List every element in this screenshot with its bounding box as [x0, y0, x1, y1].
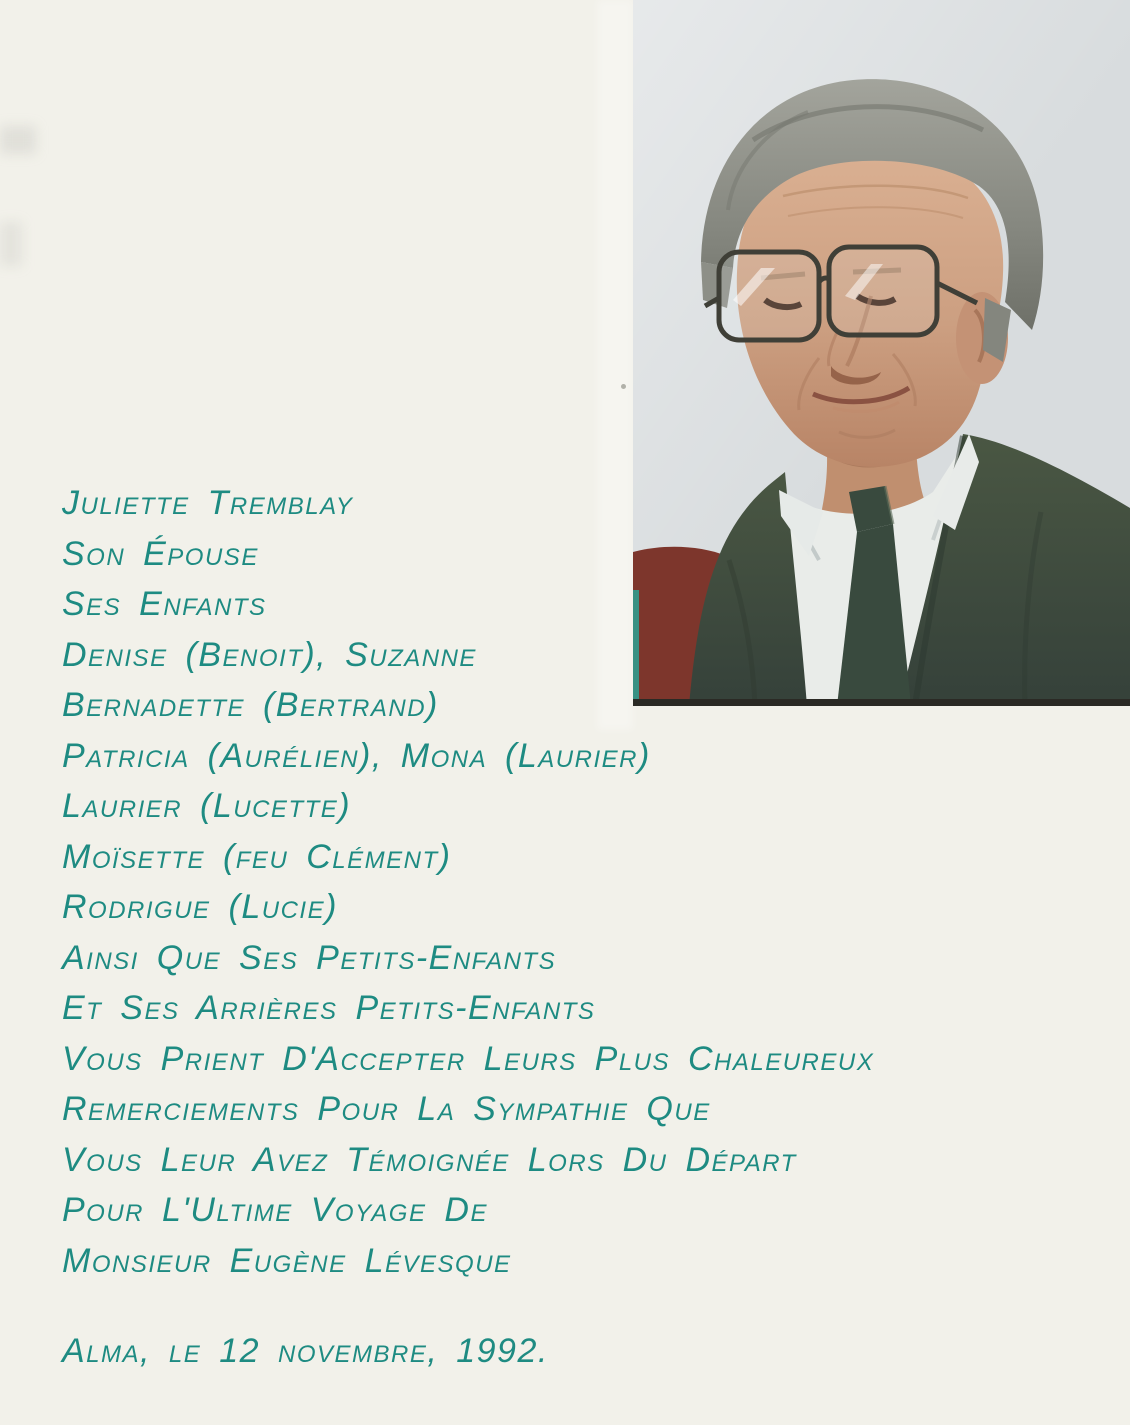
- acknowledgement-line: Denise (Benoit), Suzanne: [62, 635, 477, 674]
- acknowledgement-line: Monsieur Eugène Lévesque: [62, 1241, 512, 1280]
- acknowledgement-line: Ainsi Que Ses Petits-Enfants: [62, 938, 557, 977]
- acknowledgement-line: Laurier (Lucette): [62, 787, 352, 825]
- scan-streak: [0, 126, 36, 154]
- dateline: Alma, le 12 novembre, 1992.: [62, 1332, 549, 1370]
- acknowledgement-line: Bernadette (Bertrand): [62, 686, 439, 724]
- acknowledgement-line: Moïsette (feu Clément): [62, 837, 452, 876]
- acknowledgement-line: Et Ses Arrières Petits-Enfants: [62, 989, 596, 1027]
- acknowledgement-line: Son Épouse: [62, 534, 259, 573]
- acknowledgement-line: Rodrigue (Lucie): [62, 888, 338, 926]
- acknowledgement-text: [62, 478, 1072, 1377]
- acknowledgement-line: Juliette Tremblay: [62, 484, 354, 522]
- acknowledgement-line: Ses Enfants: [62, 585, 267, 623]
- scan-speck: [621, 384, 626, 389]
- acknowledgement-line: Patricia (Aurélien), Mona (Laurier): [62, 736, 651, 775]
- acknowledgement-line: Remerciements Pour La Sympathie Que: [62, 1090, 711, 1128]
- acknowledgement-line: Pour L'Ultime Voyage De: [62, 1191, 488, 1229]
- acknowledgement-line: Vous Leur Avez Témoignée Lors Du Départ: [62, 1140, 797, 1179]
- acknowledgement-line: Vous Prient D'Accepter Leurs Plus Chaleureux: [62, 1039, 875, 1078]
- scan-streak: [0, 222, 22, 266]
